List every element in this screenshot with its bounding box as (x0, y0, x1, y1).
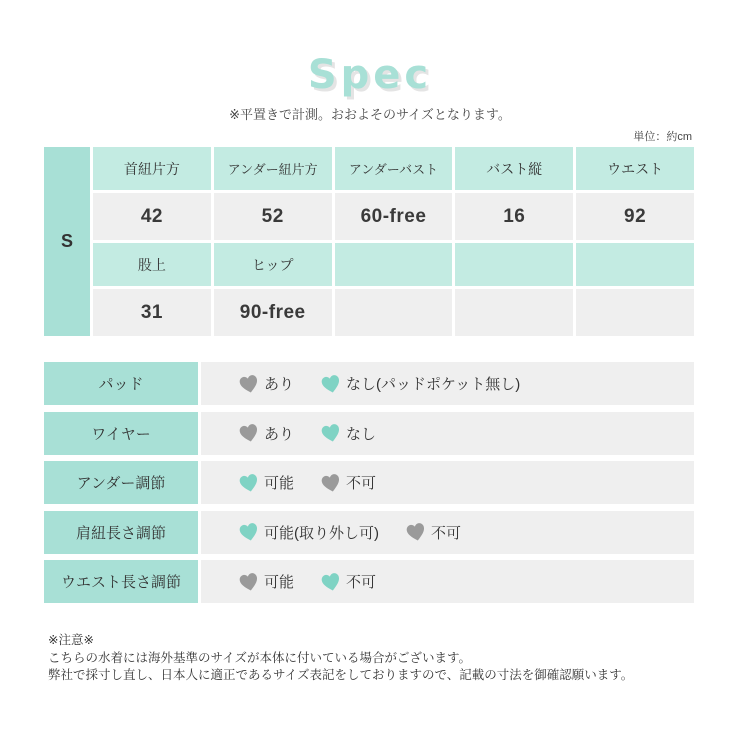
unit-label: 単位：約cm (633, 131, 692, 143)
option-text: あり (264, 425, 295, 443)
option-text: 可能(取り外し可) (264, 524, 379, 542)
page-title: Spec (307, 52, 433, 98)
option-text: 可能 (264, 475, 295, 492)
header-cell (455, 243, 573, 286)
option (320, 571, 376, 593)
heart-icon (320, 472, 342, 494)
option-text: 不可 (431, 524, 462, 542)
feature-row-shoulder-adjust (44, 511, 694, 554)
option (320, 472, 376, 494)
feature-options (201, 362, 694, 405)
heart-icon (238, 472, 260, 494)
option (238, 422, 294, 444)
notes-heading: ※注意※ (48, 633, 94, 647)
feature-row-under-adjust (44, 461, 694, 504)
option-text: 可能 (264, 574, 295, 591)
heart-icon (238, 373, 260, 395)
feature-row-waist-adjust (44, 560, 694, 603)
option (238, 373, 294, 395)
feature-row-wire (44, 412, 694, 455)
value-cell: 90-free (214, 289, 332, 336)
header-cell: バスト縦 (455, 147, 573, 190)
header-cell: 首紐片方 (93, 147, 211, 190)
value-cell: 52 (214, 193, 332, 240)
size-label: S (44, 147, 90, 336)
feature-label: パッド (44, 362, 198, 405)
feature-options (201, 461, 694, 504)
value-cell: 92 (576, 193, 694, 240)
heart-icon (320, 571, 342, 593)
feature-options (201, 560, 694, 603)
header-cell (335, 243, 453, 286)
option-text: 不可 (346, 574, 377, 591)
size-table (44, 147, 694, 333)
value-cell (335, 289, 453, 336)
option (238, 472, 294, 494)
value-cell (576, 289, 694, 336)
notes-line: こちらの水着には海外基準のサイズが本体に付いている場合がございます。 (48, 650, 472, 665)
value-cell: 16 (455, 193, 573, 240)
measurement-note: ※平置きで計測。おおよそのサイズとなります。 (229, 107, 511, 122)
value-cell (455, 289, 573, 336)
header-cell: ウエスト (576, 147, 694, 190)
feature-label: ウエスト長さ調節 (44, 560, 198, 603)
feature-table (44, 362, 694, 610)
feature-options (201, 511, 694, 554)
feature-row-pad (44, 362, 694, 405)
option (405, 521, 461, 543)
header-cell: アンダーバスト (335, 147, 453, 190)
option-text: 不可 (346, 475, 377, 492)
option-text: なし(パッドポケット無し) (346, 376, 521, 393)
value-cell: 31 (93, 289, 211, 336)
header-cell: 股上 (93, 243, 211, 286)
option-text: なし (346, 425, 377, 443)
option (238, 521, 379, 543)
heart-icon (238, 521, 260, 543)
notes (48, 632, 633, 685)
option (320, 422, 376, 444)
heart-icon (238, 571, 260, 593)
feature-label: 肩紐長さ調節 (44, 511, 198, 554)
heart-icon (405, 521, 427, 543)
value-cell: 60-free (335, 193, 453, 240)
heart-icon (320, 422, 342, 444)
option (320, 373, 520, 395)
header-cell (576, 243, 694, 286)
header-cell: ヒップ (214, 243, 332, 286)
header-cell: アンダー紐片方 (214, 147, 332, 190)
option-text: あり (264, 376, 295, 393)
heart-icon (320, 373, 342, 395)
value-cell: 42 (93, 193, 211, 240)
option (238, 571, 294, 593)
feature-options (201, 412, 694, 455)
feature-label: ワイヤー (44, 412, 198, 455)
feature-label: アンダー調節 (44, 461, 198, 504)
notes-line: 弊社で採寸し直し、日本人に適正であるサイズ表記をしておりますので、記載の寸法を御確認願います。 (48, 668, 634, 682)
heart-icon (238, 422, 260, 444)
